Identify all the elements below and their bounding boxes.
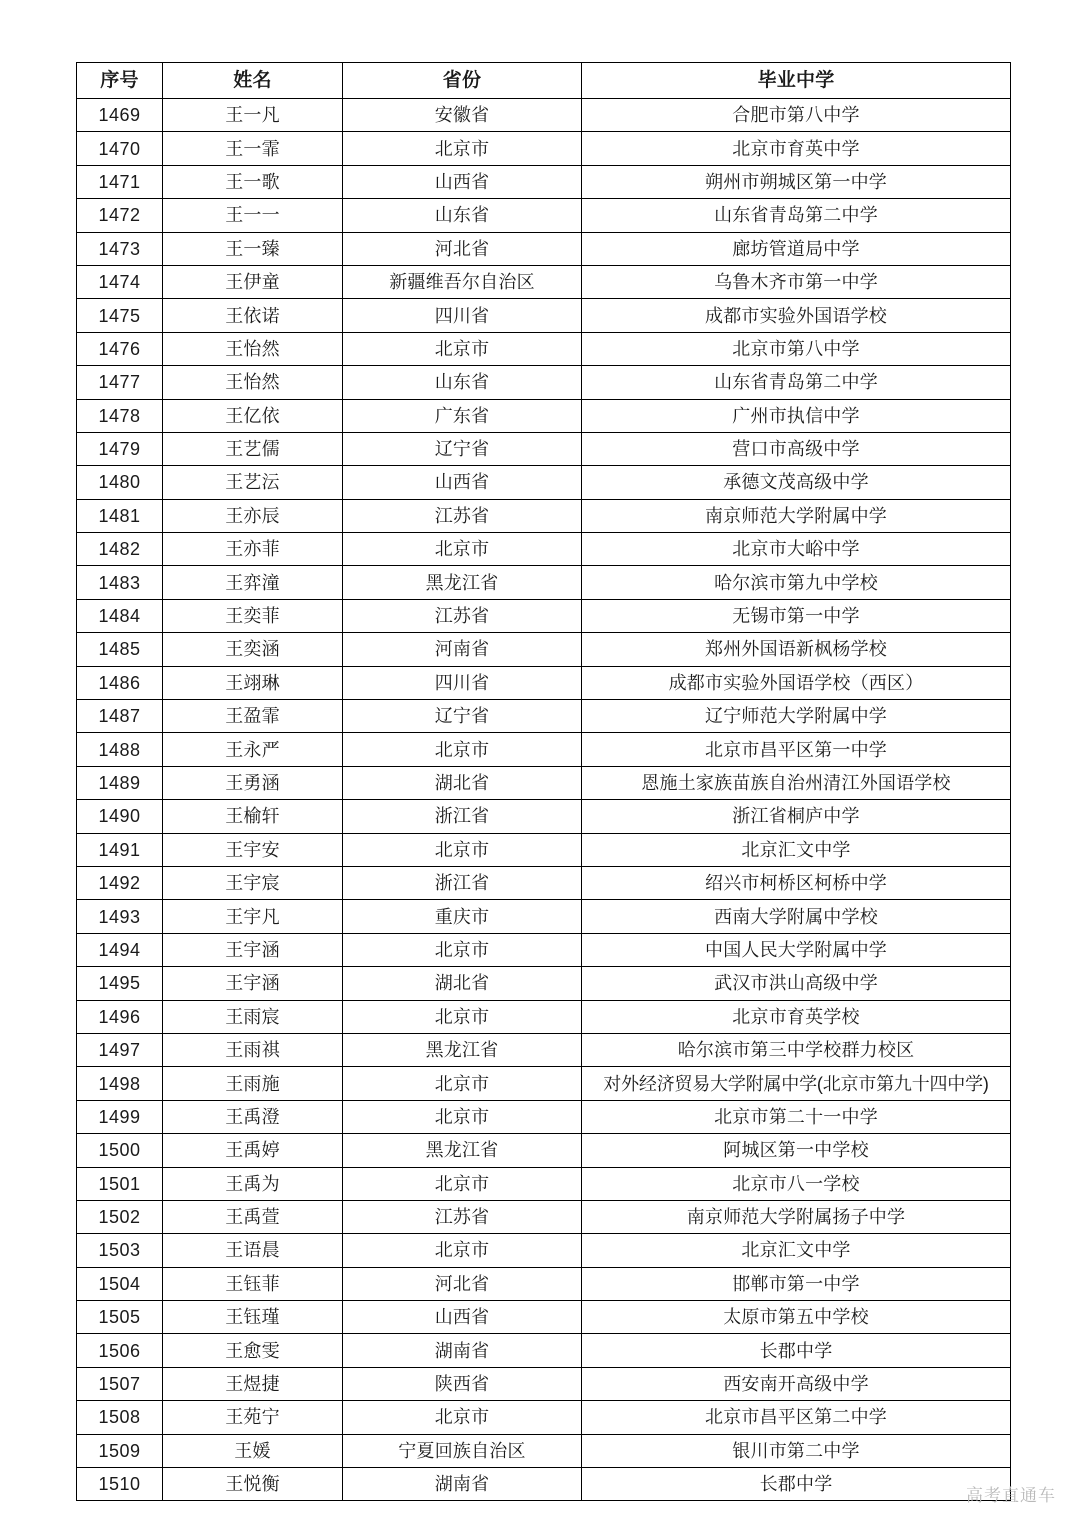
roster-table (76, 62, 1011, 1501)
cell-school: 成都市实验外国语学校（西区） (582, 666, 1011, 699)
cell-name: 王艺沄 (163, 466, 343, 499)
table-row (77, 1067, 1011, 1100)
column-header-school: 毕业中学 (582, 63, 1011, 99)
cell-index: 1488 (77, 733, 163, 766)
cell-school: 北京市大峪中学 (582, 533, 1011, 566)
cell-name: 王宇涵 (163, 967, 343, 1000)
cell-school (582, 1067, 1011, 1100)
cell-name: 王语晨 (163, 1234, 343, 1267)
cell-school: 南京师范大学附属中学 (582, 499, 1011, 532)
cell-name: 王宇宸 (163, 866, 343, 899)
cell-name: 王盈霏 (163, 700, 343, 733)
cell-index: 1502 (77, 1200, 163, 1233)
table-row (77, 132, 1011, 165)
cell-index: 1475 (77, 299, 163, 332)
cell-index: 1474 (77, 265, 163, 298)
cell-province: 黑龙江省 (343, 1033, 582, 1066)
cell-name: 王媛 (163, 1434, 343, 1467)
cell-name: 王悦衡 (163, 1468, 343, 1501)
table-row (77, 533, 1011, 566)
cell-province: 湖北省 (343, 766, 582, 799)
cell-province: 北京市 (343, 1234, 582, 1267)
cell-school: 乌鲁木齐市第一中学 (582, 265, 1011, 298)
table-row (77, 299, 1011, 332)
table-row (77, 1000, 1011, 1033)
cell-province: 山西省 (343, 466, 582, 499)
cell-province: 山东省 (343, 366, 582, 399)
cell-index: 1495 (77, 967, 163, 1000)
table-header-row (77, 63, 1011, 99)
table-row (77, 265, 1011, 298)
cell-province: 北京市 (343, 1000, 582, 1033)
cell-index: 1504 (77, 1267, 163, 1300)
cell-name: 王雨宸 (163, 1000, 343, 1033)
cell-name: 王禹婷 (163, 1134, 343, 1167)
cell-school: 绍兴市柯桥区柯桥中学 (582, 866, 1011, 899)
cell-province: 江苏省 (343, 599, 582, 632)
cell-name: 王依诺 (163, 299, 343, 332)
cell-school: 北京市第八中学 (582, 332, 1011, 365)
cell-province: 北京市 (343, 1100, 582, 1133)
table-row (77, 1267, 1011, 1300)
cell-school: 无锡市第一中学 (582, 599, 1011, 632)
cell-province: 湖南省 (343, 1468, 582, 1501)
cell-index: 1501 (77, 1167, 163, 1200)
cell-province: 宁夏回族自治区 (343, 1434, 582, 1467)
cell-name: 王怡然 (163, 366, 343, 399)
cell-province: 湖北省 (343, 967, 582, 1000)
cell-name: 王钰菲 (163, 1267, 343, 1300)
cell-index: 1479 (77, 432, 163, 465)
cell-province: 新疆维吾尔自治区 (343, 265, 582, 298)
cell-school: 阿城区第一中学校 (582, 1134, 1011, 1167)
table-row (77, 332, 1011, 365)
cell-name: 王弈潼 (163, 566, 343, 599)
cell-index: 1485 (77, 633, 163, 666)
cell-province: 北京市 (343, 1167, 582, 1200)
cell-province: 山东省 (343, 199, 582, 232)
column-header-province: 省份 (343, 63, 582, 99)
cell-name: 王永严 (163, 733, 343, 766)
cell-index: 1490 (77, 800, 163, 833)
cell-school: 廊坊管道局中学 (582, 232, 1011, 265)
cell-province: 安徽省 (343, 99, 582, 132)
cell-province: 北京市 (343, 833, 582, 866)
cell-index: 1473 (77, 232, 163, 265)
cell-school: 北京汇文中学 (582, 1234, 1011, 1267)
cell-school: 长郡中学 (582, 1334, 1011, 1367)
cell-school: 北京市育英中学 (582, 132, 1011, 165)
cell-school: 哈尔滨市第三中学校群力校区 (582, 1033, 1011, 1066)
cell-name: 王愈雯 (163, 1334, 343, 1367)
cell-school: 北京市八一学校 (582, 1167, 1011, 1200)
cell-name: 王翊琳 (163, 666, 343, 699)
cell-index: 1496 (77, 1000, 163, 1033)
cell-school: 北京市育英学校 (582, 1000, 1011, 1033)
cell-index: 1507 (77, 1367, 163, 1400)
table-row (77, 466, 1011, 499)
cell-province: 重庆市 (343, 900, 582, 933)
cell-school: 山东省青岛第二中学 (582, 366, 1011, 399)
table-row (77, 1434, 1011, 1467)
cell-index: 1484 (77, 599, 163, 632)
cell-school: 北京市昌平区第二中学 (582, 1401, 1011, 1434)
table-row (77, 800, 1011, 833)
cell-school: 西南大学附属中学校 (582, 900, 1011, 933)
cell-school: 北京市昌平区第一中学 (582, 733, 1011, 766)
table-row (77, 165, 1011, 198)
cell-index: 1481 (77, 499, 163, 532)
table-row (77, 833, 1011, 866)
cell-index: 1472 (77, 199, 163, 232)
column-header-name: 姓名 (163, 63, 343, 99)
table-row (77, 866, 1011, 899)
cell-province: 北京市 (343, 933, 582, 966)
table-row (77, 1334, 1011, 1367)
cell-province: 北京市 (343, 733, 582, 766)
cell-school: 太原市第五中学校 (582, 1301, 1011, 1334)
column-header-index: 序号 (77, 63, 163, 99)
cell-name: 王雨祺 (163, 1033, 343, 1066)
cell-index: 1486 (77, 666, 163, 699)
cell-province: 黑龙江省 (343, 566, 582, 599)
cell-name: 王亦辰 (163, 499, 343, 532)
cell-name: 王伊童 (163, 265, 343, 298)
cell-index: 1492 (77, 866, 163, 899)
cell-index: 1500 (77, 1134, 163, 1167)
cell-school: 中国人民大学附属中学 (582, 933, 1011, 966)
cell-name: 王亿依 (163, 399, 343, 432)
cell-school: 银川市第二中学 (582, 1434, 1011, 1467)
cell-index: 1476 (77, 332, 163, 365)
cell-school: 南京师范大学附属扬子中学 (582, 1200, 1011, 1233)
table-row (77, 1401, 1011, 1434)
table-row (77, 232, 1011, 265)
table-row (77, 967, 1011, 1000)
cell-school: 武汉市洪山高级中学 (582, 967, 1011, 1000)
cell-name: 王宇凡 (163, 900, 343, 933)
watermark: 高考直通车 (966, 1486, 1056, 1506)
cell-index: 1493 (77, 900, 163, 933)
table-row (77, 1234, 1011, 1267)
cell-school: 北京市第二十一中学 (582, 1100, 1011, 1133)
cell-index: 1470 (77, 132, 163, 165)
cell-index: 1499 (77, 1100, 163, 1133)
cell-name: 王煜捷 (163, 1367, 343, 1400)
cell-name: 王钰瑾 (163, 1301, 343, 1334)
cell-school: 浙江省桐庐中学 (582, 800, 1011, 833)
cell-province: 河南省 (343, 633, 582, 666)
table-row (77, 1301, 1011, 1334)
cell-school: 邯郸市第一中学 (582, 1267, 1011, 1300)
table-row (77, 666, 1011, 699)
cell-name: 王宇安 (163, 833, 343, 866)
table-row (77, 900, 1011, 933)
cell-name: 王奕涵 (163, 633, 343, 666)
cell-province: 四川省 (343, 666, 582, 699)
cell-index: 1498 (77, 1067, 163, 1100)
cell-province: 陕西省 (343, 1367, 582, 1400)
cell-index: 1471 (77, 165, 163, 198)
table-body (77, 99, 1011, 1501)
cell-school: 山东省青岛第二中学 (582, 199, 1011, 232)
cell-index: 1509 (77, 1434, 163, 1467)
cell-province: 浙江省 (343, 800, 582, 833)
cell-province: 江苏省 (343, 499, 582, 532)
cell-province: 山西省 (343, 1301, 582, 1334)
cell-index: 1497 (77, 1033, 163, 1066)
cell-name: 王宇涵 (163, 933, 343, 966)
cell-school: 承德文茂高级中学 (582, 466, 1011, 499)
table-header (77, 63, 1011, 99)
cell-name: 王一霏 (163, 132, 343, 165)
cell-name: 王艺儒 (163, 432, 343, 465)
cell-province: 黑龙江省 (343, 1134, 582, 1167)
cell-name: 王禹澄 (163, 1100, 343, 1133)
cell-province: 江苏省 (343, 1200, 582, 1233)
cell-school: 广州市执信中学 (582, 399, 1011, 432)
cell-name: 王奕菲 (163, 599, 343, 632)
cell-province: 浙江省 (343, 866, 582, 899)
cell-name: 王苑宁 (163, 1401, 343, 1434)
table-row (77, 933, 1011, 966)
cell-province: 河北省 (343, 1267, 582, 1300)
table-row (77, 1134, 1011, 1167)
cell-name: 王勇涵 (163, 766, 343, 799)
table-row (77, 499, 1011, 532)
cell-index: 1508 (77, 1401, 163, 1434)
table-row (77, 1033, 1011, 1066)
cell-province: 辽宁省 (343, 700, 582, 733)
cell-province: 辽宁省 (343, 432, 582, 465)
cell-name: 王禹萱 (163, 1200, 343, 1233)
table-row (77, 1167, 1011, 1200)
cell-index: 1487 (77, 700, 163, 733)
cell-index: 1483 (77, 566, 163, 599)
cell-index: 1482 (77, 533, 163, 566)
cell-school: 恩施土家族苗族自治州清江外国语学校 (582, 766, 1011, 799)
table-row (77, 1200, 1011, 1233)
table-row (77, 366, 1011, 399)
cell-school: 合肥市第八中学 (582, 99, 1011, 132)
cell-school: 营口市高级中学 (582, 432, 1011, 465)
cell-school: 北京汇文中学 (582, 833, 1011, 866)
cell-name: 王榆轩 (163, 800, 343, 833)
cell-province: 河北省 (343, 232, 582, 265)
cell-index: 1489 (77, 766, 163, 799)
table-row (77, 199, 1011, 232)
cell-index: 1510 (77, 1468, 163, 1501)
cell-province: 四川省 (343, 299, 582, 332)
table-row (77, 733, 1011, 766)
table-row (77, 1367, 1011, 1400)
table-row (77, 633, 1011, 666)
table-row (77, 99, 1011, 132)
cell-school: 西安南开高级中学 (582, 1367, 1011, 1400)
cell-province: 北京市 (343, 1401, 582, 1434)
cell-index: 1469 (77, 99, 163, 132)
table-row (77, 1468, 1011, 1501)
cell-name: 王怡然 (163, 332, 343, 365)
cell-school: 朔州市朔城区第一中学 (582, 165, 1011, 198)
cell-index: 1494 (77, 933, 163, 966)
cell-name: 王雨施 (163, 1067, 343, 1100)
cell-name: 王一一 (163, 199, 343, 232)
cell-province: 北京市 (343, 132, 582, 165)
table-row (77, 599, 1011, 632)
table-row (77, 766, 1011, 799)
table-row (77, 432, 1011, 465)
cell-name: 王禹为 (163, 1167, 343, 1200)
cell-province: 北京市 (343, 533, 582, 566)
cell-province: 广东省 (343, 399, 582, 432)
table-row (77, 566, 1011, 599)
cell-name: 王一臻 (163, 232, 343, 265)
cell-index: 1491 (77, 833, 163, 866)
table-row (77, 1100, 1011, 1133)
cell-province: 山西省 (343, 165, 582, 198)
cell-school: 哈尔滨市第九中学校 (582, 566, 1011, 599)
cell-school-text: 对外经济贸易大学附属中学(北京市第九十四中学) (603, 1073, 989, 1094)
cell-index: 1477 (77, 366, 163, 399)
cell-name: 王亦菲 (163, 533, 343, 566)
cell-province: 北京市 (343, 1067, 582, 1100)
cell-school: 辽宁师范大学附属中学 (582, 700, 1011, 733)
cell-province: 北京市 (343, 332, 582, 365)
cell-school: 长郡中学 (582, 1468, 1011, 1501)
cell-index: 1505 (77, 1301, 163, 1334)
table-row (77, 399, 1011, 432)
table-row (77, 700, 1011, 733)
cell-index: 1478 (77, 399, 163, 432)
cell-province: 湖南省 (343, 1334, 582, 1367)
cell-name: 王一凡 (163, 99, 343, 132)
cell-index: 1480 (77, 466, 163, 499)
cell-name: 王一歌 (163, 165, 343, 198)
cell-school: 成都市实验外国语学校 (582, 299, 1011, 332)
cell-index: 1503 (77, 1234, 163, 1267)
cell-school: 郑州外国语新枫杨学校 (582, 633, 1011, 666)
cell-index: 1506 (77, 1334, 163, 1367)
